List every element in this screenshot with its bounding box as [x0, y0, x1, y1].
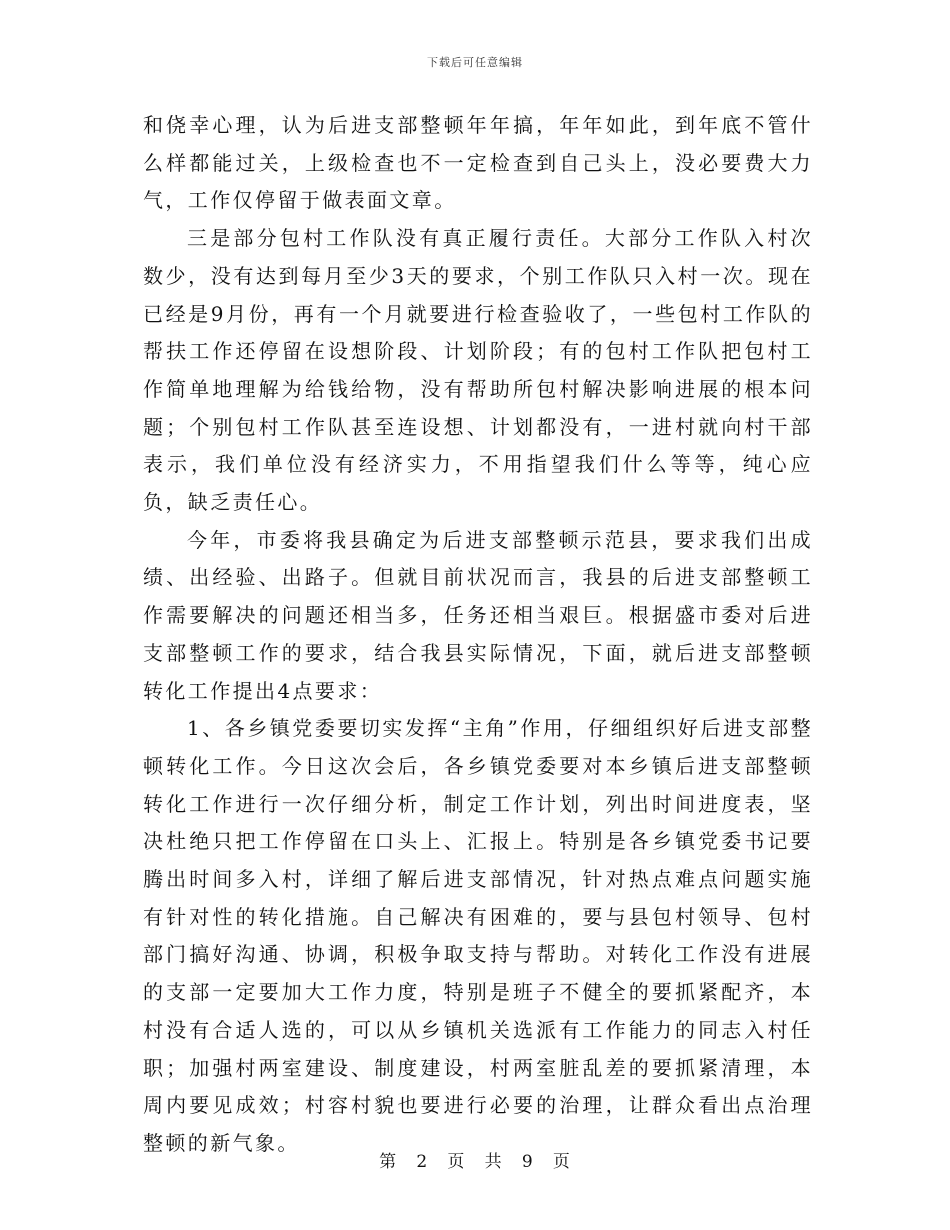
paragraph-2: 三是部分包村工作队没有真正履行责任。大部分工作队入村次数少，没有达到每月至少3天的要求，个别工作队只入村一次。现在已经是9月份，再有一个月就要进行检查验收了，一些包村工作队的帮扶工作还停留在设想阶段、计划阶段；有的包村工作队把包村工作简单地理解为给钱给物，没有帮助所包村解决影响进展的根本问题；个别包村工作队甚至连设想、计划都没有，一进村就向村干部表示，我们单位没有经济实力，不用指望我们什么等等，纯心应负，缺乏责任心。	[143, 226, 813, 515]
paragraph-4: 1、各乡镇党委要切实发挥“主角”作用，仔细组织好后进支部整顿转化工作。今日这次会后，各乡镇党委要对本乡镇后进支部整顿转化工作进行一次仔细分析，制定工作计划，列出时间进度表，坚决杜绝只把工作停留在口头上、汇报上。特别是各乡镇党委书记要腾出时间多入村，详细了解后进支部情况，针对热点难点问题实施有针对性的转化措施。自己解决有困难的，要与县包村领导、包村部门搞好沟通、协调，积极争取支持与帮助。对转化工作没有进展的支部一定要加大工作力度，特别是班子不健全的要抓紧配齐，本村没有合适人选的，可以从乡镇机关选派有工作能力的同志入村任职；加强村两室建设、制度建设，村两室脏乱差的要抓紧清理，本周内要见成效；村容村貌也要进行必要的治理，让群众看出点治理整顿的新气象。	[143, 716, 813, 1155]
paragraph-1: 和侥幸心理，认为后进支部整顿年年搞，年年如此，到年底不管什么样都能过关，上级检查也不一定检查到自己头上，没必要费大力气，工作仅停留于做表面文章。	[143, 113, 813, 213]
footer-total-pages: 9	[521, 1152, 534, 1172]
footer-total-suffix: 页	[552, 1152, 571, 1172]
footer-page-suffix: 页	[447, 1152, 466, 1172]
paragraph-3: 今年，市委将我县确定为后进支部整顿示范县，要求我们出成绩、出经验、出路子。但就目前状况而言，我县的后进支部整顿工作需要解决的问题还相当多，任务还相当艰巨。根据盛市委对后进支部整顿工作的要求，结合我县实际情况，下面，就后进支部整顿转化工作提出4点要求：	[143, 527, 813, 703]
page-footer	[0, 1147, 950, 1172]
footer-page-label: 第	[379, 1152, 398, 1172]
document-body	[143, 107, 813, 1163]
footer-current-page: 2	[416, 1152, 429, 1172]
footer-total-label: 共	[484, 1152, 503, 1172]
page-header: 下载后可任意编辑	[427, 56, 523, 69]
